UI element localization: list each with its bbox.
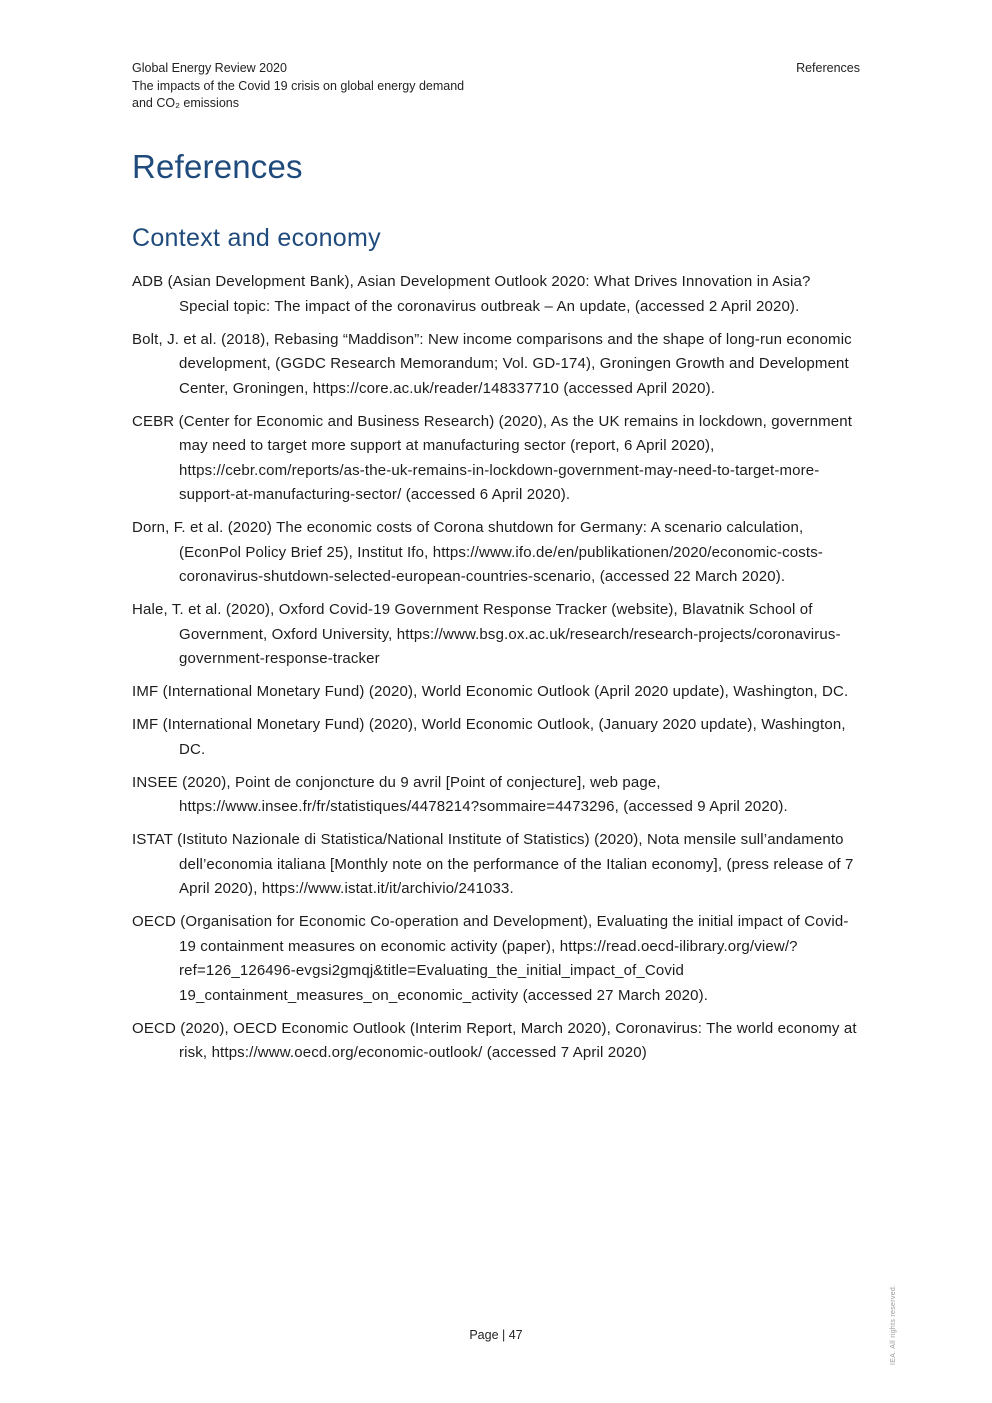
reference-item: Dorn, F. et al. (2020) The economic costs of Corona shutdown for Germany: A scenario calculation, (EconPol Policy Brief 25), Institut Ifo, https://www.ifo.de/en/publikationen/2020/economic-costs-coronavirus-shutdown-selected-european-countries-scenario, (accessed 22 March 2020). — [132, 519, 824, 585]
section-title: Context and economy — [132, 224, 381, 252]
running-header-left — [132, 60, 464, 113]
reference-item: Bolt, J. et al. (2018), Rebasing “Maddison”: New income comparisons and the shape of long-run economic development, (GGDC Research Memorandum; Vol. GD-174), Groningen Growth and Development Center, Groningen, https://core.ac.uk/reader/148337710 (accessed April 2020). — [132, 330, 852, 397]
report-subtitle-line1: The impacts of the Covid 19 crisis on global energy demand — [132, 78, 465, 93]
reference-item: ISTAT (Istituto Nazionale di Statistica/National Institute of Statistics) (2020), Nota mensile sull’andamento dell’economia italiana [Monthly note on the performance of the Italian economy], (press release of 7 April 2020), https://www.istat.it/it/archivio/241033. — [132, 831, 854, 897]
running-header-section: References — [796, 61, 860, 75]
page-number: Page | 47 — [469, 1328, 523, 1342]
copyright-note: IEA. All rights reserved. — [890, 1284, 897, 1365]
reference-item: ADB (Asian Development Bank), Asian Development Outlook 2020: What Drives Innovation in Asia? Special topic: The impact of the coronavirus outbreak – An update, (accessed 2 April 2020). — [132, 273, 811, 315]
reference-item: OECD (Organisation for Economic Co-operation and Development), Evaluating the initial impact of Covid-19 containment measures on economic activity (paper), https://read.oecd-ilibrary.org/view/?ref=126_126496-evgsi2gmqj&title=Evaluating_the_initial_impact_of_Covid 19_containment_measures_on_economic_activity (accessed 27 March 2020). — [132, 913, 849, 1004]
page-title: References — [132, 148, 303, 185]
reference-item: CEBR (Center for Economic and Business Research) (2020), As the UK remains in lockdown, government may need to target more support at manufacturing sector (report, 6 April 2020), https://cebr.com/reports/as-the-uk-remains-in-lockdown-government-may-need-to-target-more-support-at-manufacturing-sector/ (accessed 6 April 2020). — [132, 412, 853, 503]
reference-item: Hale, T. et al. (2020), Oxford Covid-19 Government Response Tracker (website), Blavatnik School of Government, Oxford University, https://www.bsg.ox.ac.uk/research/research-projects/coronavirus-government-response-tracker — [132, 601, 841, 667]
reference-item: IMF (International Monetary Fund) (2020), World Economic Outlook, (January 2020 update), Washington, DC. — [132, 716, 846, 758]
reference-list — [132, 270, 860, 1074]
reference-item: OECD (2020), OECD Economic Outlook (Interim Report, March 2020), Coronavirus: The world economy at risk, https://www.oecd.org/economic-outlook/ (accessed 7 April 2020) — [132, 1019, 857, 1061]
reference-item: IMF (International Monetary Fund) (2020), World Economic Outlook (April 2020 update), Washington, DC. — [132, 683, 849, 700]
reference-item: INSEE (2020), Point de conjoncture du 9 avril [Point of conjecture], web page, https://www.insee.fr/fr/statistiques/4478214?sommaire=4473296, (accessed 9 April 2020). — [132, 773, 788, 815]
report-title: Global Energy Review 2020 — [132, 61, 287, 75]
report-subtitle-line2: and CO₂ emissions — [132, 96, 239, 110]
